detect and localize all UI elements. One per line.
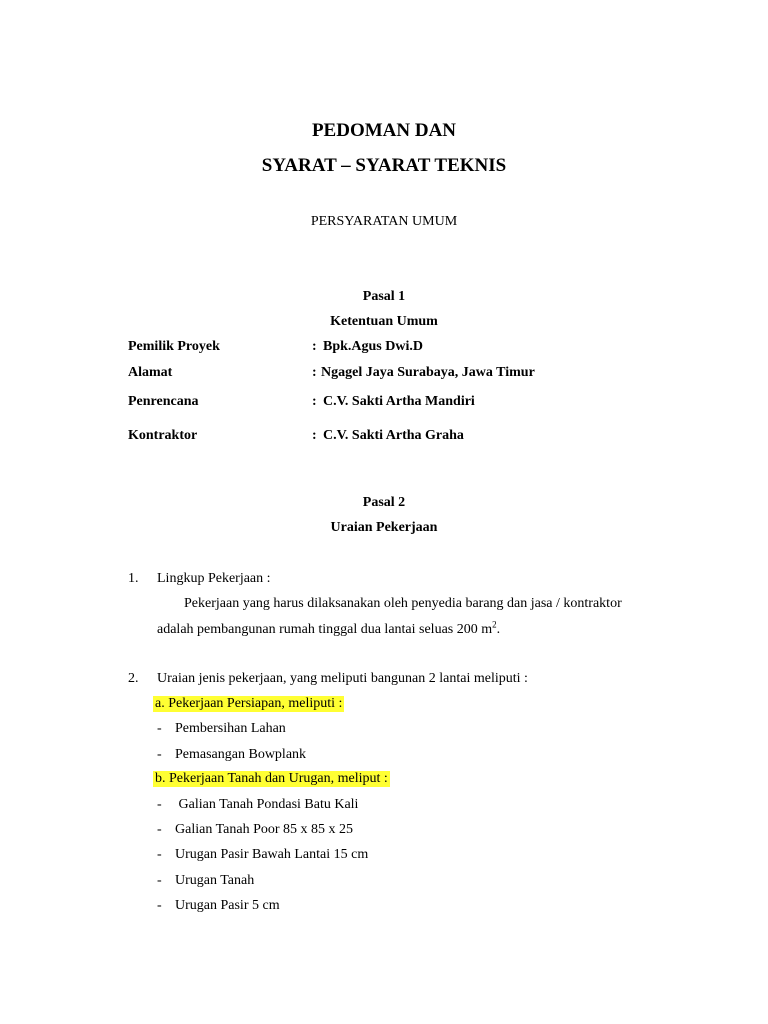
list-item: Urugan Tanah [175, 873, 255, 888]
item1-title: Lingkup Pekerjaan : [157, 571, 271, 586]
highlighted-text: b. Pekerjaan Tanah dan Urugan, meliput : [155, 771, 388, 786]
list-item: Urugan Pasir 5 cm [175, 898, 280, 913]
item2-number: 2. [128, 671, 139, 686]
subsection-b-heading [153, 771, 390, 787]
list-item: Galian Tanah Pondasi Batu Kali [175, 797, 359, 812]
item1-number: 1. [128, 571, 139, 586]
field-sep: : [312, 365, 317, 380]
list-item-dash: - [157, 847, 162, 862]
item1-paragraph-line1: Pekerjaan yang harus dilaksanakan oleh penyedia barang dan jasa / kontraktor [184, 596, 622, 611]
item2-title: Uraian jenis pekerjaan, yang meliputi bangunan 2 lantai meliputi : [157, 671, 528, 686]
list-item: Pembersihan Lahan [175, 721, 286, 736]
field-value-alamat: Ngagel Jaya Surabaya, Jawa Timur [321, 365, 535, 380]
list-item: Pemasangan Bowplank [175, 747, 307, 762]
document-title-line1: PEDOMAN DAN [311, 120, 457, 141]
subsection-a-heading [153, 696, 344, 712]
highlighted-text: a. Pekerjaan Persiapan, meliputi : [155, 696, 343, 711]
field-label-kontraktor: Kontraktor [128, 428, 198, 443]
list-item-dash: - [157, 797, 162, 812]
list-item: Urugan Pasir Bawah Lantai 15 cm [175, 847, 369, 862]
field-label-pemilik: Pemilik Proyek [128, 339, 220, 354]
item1-paragraph-text: adalah pembangunan rumah tinggal dua lantai seluas 200 m [157, 622, 493, 637]
pasal2-subheading: Uraian Pekerjaan [330, 520, 438, 535]
list-item-dash: - [157, 721, 162, 736]
field-value-kontraktor: C.V. Sakti Artha Graha [323, 428, 464, 443]
field-label-alamat: Alamat [128, 365, 173, 380]
pasal1-subheading: Ketentuan Umum [330, 314, 438, 329]
list-item-dash: - [157, 822, 162, 837]
list-item-dash: - [157, 747, 162, 762]
field-value-pemilik: Bpk.Agus Dwi.D [323, 339, 423, 354]
list-item-dash: - [157, 873, 162, 888]
item1-paragraph-line2 [157, 619, 501, 638]
field-sep: : [312, 428, 317, 443]
list-item: Galian Tanah Poor 85 x 85 x 25 [175, 822, 354, 837]
document-title-line2: SYARAT – SYARAT TEKNIS [261, 155, 507, 176]
section-title: PERSYARATAN UMUM [310, 214, 458, 229]
item1-paragraph-sup: 2 [492, 619, 497, 630]
pasal2-heading: Pasal 2 [362, 495, 406, 510]
field-label-perencana: Penrencana [128, 394, 199, 409]
field-sep: : [312, 394, 317, 409]
field-sep: : [312, 339, 317, 354]
item1-paragraph-end: . [496, 622, 501, 637]
pasal1-heading: Pasal 1 [362, 289, 406, 304]
field-value-perencana: C.V. Sakti Artha Mandiri [323, 394, 475, 409]
list-item-dash: - [157, 898, 162, 913]
